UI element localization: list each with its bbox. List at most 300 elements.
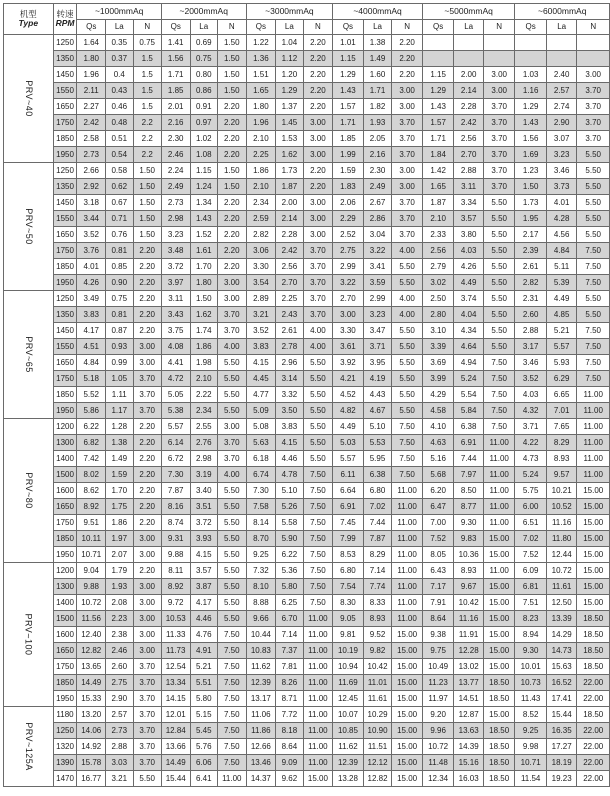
value-cell: 14.92 — [77, 739, 106, 755]
value-cell: 2.52 — [333, 227, 364, 243]
value-cell: 3.70 — [483, 115, 514, 131]
value-cell: 8.26 — [276, 675, 303, 691]
value-cell: 4.17 — [77, 323, 106, 339]
value-cell: 10.29 — [363, 707, 392, 723]
rpm-cell: 1600 — [53, 483, 77, 499]
value-cell: 5.50 — [577, 195, 610, 211]
value-cell: 2.70 — [454, 147, 484, 163]
value-cell: 3.59 — [363, 275, 392, 291]
value-cell: 4.19 — [363, 371, 392, 387]
value-cell: 3.18 — [77, 195, 106, 211]
value-cell: 4.04 — [454, 307, 484, 323]
value-cell: 0.90 — [106, 275, 133, 291]
pressure-header-6000: ~6000mmAq — [515, 4, 610, 20]
value-cell: 2.57 — [106, 707, 133, 723]
value-cell: 3.00 — [392, 83, 423, 99]
value-cell: 0.86 — [190, 83, 217, 99]
value-cell: 3.47 — [363, 323, 392, 339]
value-cell: 1.45 — [276, 115, 303, 131]
value-cell: 3.06 — [246, 243, 276, 259]
value-cell: 5.50 — [483, 339, 514, 355]
rpm-cell: 1500 — [53, 467, 77, 483]
value-cell: 3.70 — [392, 195, 423, 211]
value-cell: 3.00 — [133, 355, 161, 371]
value-cell: 4.56 — [546, 227, 577, 243]
value-cell: 5.50 — [577, 163, 610, 179]
value-cell: 1.36 — [246, 51, 276, 67]
value-cell: 12.66 — [246, 739, 276, 755]
value-cell: 15.00 — [577, 547, 610, 563]
value-cell: 13.63 — [454, 723, 484, 739]
value-cell: 9.31 — [161, 531, 190, 547]
value-cell: 2.70 — [276, 275, 303, 291]
subcolumn-header-n: N — [303, 20, 333, 35]
value-cell: 2.29 — [333, 211, 364, 227]
value-cell: 3.04 — [363, 227, 392, 243]
value-cell: 5.93 — [546, 355, 577, 371]
value-cell: 2.20 — [303, 67, 333, 83]
value-cell: 2.88 — [454, 163, 484, 179]
value-cell — [577, 35, 610, 51]
value-cell: 7.14 — [363, 563, 392, 579]
value-cell: 1.15 — [333, 51, 364, 67]
table-row — [4, 99, 610, 115]
value-cell: 1.15 — [422, 67, 453, 83]
value-cell: 8.92 — [161, 579, 190, 595]
value-cell: 7.50 — [217, 707, 246, 723]
value-cell: 15.00 — [303, 771, 333, 787]
value-cell: 7.50 — [303, 563, 333, 579]
value-cell: 1.52 — [190, 227, 217, 243]
value-cell: 3.70 — [303, 291, 333, 307]
value-cell: 11.80 — [546, 531, 577, 547]
value-cell: 9.96 — [422, 723, 453, 739]
value-cell: 1.11 — [106, 387, 133, 403]
value-cell: 14.29 — [546, 627, 577, 643]
value-cell: 3.70 — [303, 275, 333, 291]
value-cell: 3.49 — [77, 291, 106, 307]
value-cell: 3.70 — [577, 99, 610, 115]
value-cell: 1.29 — [276, 83, 303, 99]
value-cell: 2.88 — [106, 739, 133, 755]
value-cell: 1.04 — [276, 35, 303, 51]
value-cell: 1.43 — [422, 99, 453, 115]
value-cell: 2.46 — [106, 643, 133, 659]
value-cell: 2.20 — [133, 467, 161, 483]
value-cell: 0.91 — [190, 99, 217, 115]
value-cell: 11.91 — [454, 627, 484, 643]
value-cell: 3.87 — [190, 579, 217, 595]
value-cell: 0.75 — [106, 291, 133, 307]
value-cell: 3.70 — [577, 131, 610, 147]
value-cell: 5.10 — [363, 419, 392, 435]
value-cell: 5.24 — [515, 467, 546, 483]
value-cell: 1.71 — [161, 67, 190, 83]
value-cell: 2.20 — [392, 35, 423, 51]
value-cell: 5.50 — [392, 339, 423, 355]
value-cell: 1.97 — [106, 531, 133, 547]
value-cell: 5.21 — [190, 659, 217, 675]
value-cell: 1.50 — [133, 227, 161, 243]
value-cell: 5.80 — [276, 579, 303, 595]
value-cell: 2.20 — [217, 227, 246, 243]
value-cell: 4.00 — [303, 339, 333, 355]
rpm-cell: 1550 — [53, 83, 77, 99]
value-cell: 3.03 — [106, 755, 133, 771]
value-cell: 5.54 — [454, 387, 484, 403]
value-cell: 11.00 — [577, 419, 610, 435]
value-cell: 11.06 — [246, 707, 276, 723]
value-cell: 7.00 — [422, 515, 453, 531]
table-row — [4, 163, 610, 179]
value-cell: 3.00 — [133, 547, 161, 563]
value-cell: 1.50 — [217, 179, 246, 195]
value-cell: 5.50 — [483, 323, 514, 339]
model-type-label: PRV~125A — [23, 722, 34, 771]
value-cell: 5.80 — [190, 691, 217, 707]
subcolumn-header-la: La — [190, 20, 217, 35]
value-cell: 22.00 — [577, 723, 610, 739]
value-cell: 5.08 — [246, 419, 276, 435]
value-cell — [483, 51, 514, 67]
value-cell: 0.54 — [106, 147, 133, 163]
value-cell: 5.26 — [276, 499, 303, 515]
value-cell: 3.70 — [483, 147, 514, 163]
value-cell: 9.04 — [77, 563, 106, 579]
value-cell: 3.74 — [454, 291, 484, 307]
value-cell: 2.10 — [246, 179, 276, 195]
value-cell: 9.88 — [77, 579, 106, 595]
rpm-cell: 1650 — [53, 99, 77, 115]
value-cell: 7.50 — [217, 739, 246, 755]
value-cell: 3.92 — [333, 355, 364, 371]
subcolumn-header-qs: Qs — [422, 20, 453, 35]
value-cell: 5.50 — [217, 531, 246, 547]
value-cell: 3.34 — [454, 195, 484, 211]
value-cell: 7.52 — [422, 531, 453, 547]
value-cell: 0.75 — [190, 51, 217, 67]
value-cell: 3.93 — [190, 531, 217, 547]
table-row — [4, 67, 610, 83]
value-cell: 7.30 — [246, 483, 276, 499]
value-cell — [515, 51, 546, 67]
value-cell: 11.00 — [483, 467, 514, 483]
rpm-cell: 1400 — [53, 595, 77, 611]
value-cell: 6.65 — [546, 387, 577, 403]
model-type-cell — [4, 163, 54, 291]
value-cell: 1.24 — [190, 179, 217, 195]
table-row — [4, 227, 610, 243]
value-cell: 11.00 — [577, 467, 610, 483]
value-cell: 2.99 — [333, 259, 364, 275]
rpm-cell: 1300 — [53, 435, 77, 451]
value-cell: 2.73 — [161, 195, 190, 211]
table-row — [4, 179, 610, 195]
value-cell: 3.00 — [303, 147, 333, 163]
value-cell: 1.29 — [422, 83, 453, 99]
value-cell: 2.2 — [133, 147, 161, 163]
value-cell: 3.70 — [483, 163, 514, 179]
value-cell: 12.50 — [546, 595, 577, 611]
value-cell: 2.92 — [77, 179, 106, 195]
value-cell: 1.98 — [190, 355, 217, 371]
value-cell: 1.23 — [515, 163, 546, 179]
value-cell: 6.09 — [515, 563, 546, 579]
value-cell: 18.50 — [483, 755, 514, 771]
value-cell: 4.49 — [546, 291, 577, 307]
rpm-cell: 1450 — [53, 323, 77, 339]
value-cell: 11.16 — [546, 515, 577, 531]
value-cell: 16.52 — [546, 675, 577, 691]
value-cell: 2.20 — [133, 307, 161, 323]
value-cell: 3.00 — [133, 611, 161, 627]
value-cell: 0.81 — [106, 243, 133, 259]
value-cell: 2.24 — [161, 163, 190, 179]
value-cell: 10.21 — [546, 483, 577, 499]
value-cell: 12.01 — [161, 707, 190, 723]
value-cell: 6.25 — [276, 595, 303, 611]
value-cell: 8.02 — [77, 467, 106, 483]
value-cell: 3.10 — [422, 323, 453, 339]
value-cell: 15.00 — [577, 515, 610, 531]
rpm-cell: 1850 — [53, 131, 77, 147]
value-cell: 15.78 — [77, 755, 106, 771]
value-cell: 3.02 — [422, 275, 453, 291]
value-cell: 2.98 — [161, 211, 190, 227]
value-cell: 3.41 — [363, 259, 392, 275]
value-cell: 1.50 — [133, 163, 161, 179]
value-cell: 3.00 — [217, 291, 246, 307]
value-cell: 10.49 — [422, 659, 453, 675]
table-row — [4, 387, 610, 403]
value-cell: 3.11 — [454, 179, 484, 195]
value-cell: 6.80 — [363, 483, 392, 499]
value-cell: 4.64 — [454, 339, 484, 355]
pressure-header-2000: ~2000mmAq — [161, 4, 246, 20]
value-cell — [546, 35, 577, 51]
model-type-label: PRV~65 — [23, 336, 34, 373]
value-cell: 3.22 — [363, 243, 392, 259]
value-cell: 22.00 — [577, 675, 610, 691]
value-cell: 2.20 — [303, 179, 333, 195]
value-cell: 7.51 — [515, 595, 546, 611]
value-cell: 4.32 — [515, 403, 546, 419]
table-row — [4, 355, 610, 371]
rpm-cell: 1550 — [53, 211, 77, 227]
value-cell: 11.00 — [483, 499, 514, 515]
value-cell: 2.16 — [161, 115, 190, 131]
value-cell: 2.00 — [276, 195, 303, 211]
value-cell: 4.51 — [77, 339, 106, 355]
value-cell: 3.30 — [246, 259, 276, 275]
value-cell: 1.62 — [276, 147, 303, 163]
value-cell: 15.00 — [392, 739, 423, 755]
value-cell: 7.50 — [392, 435, 423, 451]
value-cell: 9.72 — [161, 595, 190, 611]
value-cell: 11.33 — [161, 627, 190, 643]
value-cell: 8.53 — [333, 547, 364, 563]
value-cell: 8.14 — [246, 515, 276, 531]
value-cell: 5.50 — [217, 547, 246, 563]
value-cell: 15.00 — [483, 595, 514, 611]
value-cell: 3.48 — [161, 243, 190, 259]
value-cell: 4.67 — [363, 403, 392, 419]
value-cell: 12.40 — [77, 627, 106, 643]
table-row — [4, 195, 610, 211]
table-row — [4, 659, 610, 675]
value-cell: 12.12 — [363, 755, 392, 771]
value-cell: 7.01 — [546, 403, 577, 419]
model-type-cell — [4, 563, 54, 707]
value-cell: 4.21 — [333, 371, 364, 387]
value-cell: 13.77 — [454, 675, 484, 691]
value-cell: 6.00 — [515, 499, 546, 515]
value-cell: 2.67 — [363, 195, 392, 211]
value-cell: 2.75 — [106, 675, 133, 691]
value-cell: 7.45 — [333, 515, 364, 531]
value-cell: 8.64 — [422, 611, 453, 627]
value-cell: 0.48 — [106, 115, 133, 131]
value-cell: 3.21 — [246, 307, 276, 323]
value-cell: 8.88 — [246, 595, 276, 611]
subcolumn-header-la: La — [546, 20, 577, 35]
value-cell: 9.51 — [77, 515, 106, 531]
value-cell: 2.56 — [276, 259, 303, 275]
value-cell: 10.11 — [77, 531, 106, 547]
value-cell: 5.50 — [217, 611, 246, 627]
value-cell: 2.20 — [217, 99, 246, 115]
value-cell: 5.05 — [161, 387, 190, 403]
value-cell: 2.20 — [133, 275, 161, 291]
value-cell: 7.50 — [217, 643, 246, 659]
value-cell: 7.50 — [217, 659, 246, 675]
value-cell: 1.42 — [422, 163, 453, 179]
value-cell: 15.00 — [483, 707, 514, 723]
value-cell: 1.64 — [77, 35, 106, 51]
subcolumn-header-qs: Qs — [246, 20, 276, 35]
value-cell: 2.25 — [276, 291, 303, 307]
value-cell: 3.70 — [483, 179, 514, 195]
value-cell: 9.30 — [515, 643, 546, 659]
value-cell: 6.74 — [246, 467, 276, 483]
value-cell: 1.75 — [106, 499, 133, 515]
rpm-cell: 1320 — [53, 739, 77, 755]
value-cell: 5.50 — [483, 275, 514, 291]
value-cell: 2.2 — [133, 115, 161, 131]
value-cell: 5.50 — [483, 227, 514, 243]
value-cell: 9.20 — [422, 707, 453, 723]
value-cell: 6.38 — [363, 467, 392, 483]
value-cell: 3.72 — [190, 515, 217, 531]
value-cell: 8.93 — [546, 451, 577, 467]
value-cell: 7.50 — [483, 403, 514, 419]
value-cell: 1.50 — [515, 179, 546, 195]
value-cell: 14.49 — [77, 675, 106, 691]
performance-table — [3, 3, 610, 787]
value-cell: 1.03 — [515, 67, 546, 83]
value-cell: 3.70 — [303, 259, 333, 275]
value-cell: 2.20 — [303, 51, 333, 67]
value-cell: 1.70 — [106, 483, 133, 499]
table-row — [4, 83, 610, 99]
value-cell: 3.00 — [133, 595, 161, 611]
value-cell: 1.5 — [133, 51, 161, 67]
value-cell: 3.70 — [133, 723, 161, 739]
value-cell: 1.93 — [106, 579, 133, 595]
value-cell: 2.20 — [133, 243, 161, 259]
value-cell: 1.71 — [363, 83, 392, 99]
value-cell: 11.62 — [246, 659, 276, 675]
value-cell: 3.23 — [546, 147, 577, 163]
value-cell: 1.71 — [422, 131, 453, 147]
value-cell: 3.70 — [133, 675, 161, 691]
value-cell: 4.43 — [363, 387, 392, 403]
value-cell: 4.00 — [217, 339, 246, 355]
value-cell: 6.14 — [161, 435, 190, 451]
value-cell: 2.25 — [246, 147, 276, 163]
value-cell: 2.40 — [546, 67, 577, 83]
value-cell: 16.03 — [454, 771, 484, 787]
value-cell — [422, 51, 453, 67]
value-cell: 0.93 — [106, 339, 133, 355]
value-cell: 3.73 — [546, 179, 577, 195]
value-cell — [515, 35, 546, 51]
value-cell: 4.15 — [190, 547, 217, 563]
value-cell: 7.50 — [392, 419, 423, 435]
value-cell: 3.51 — [190, 499, 217, 515]
value-cell: 11.00 — [303, 707, 333, 723]
value-cell: 8.52 — [515, 707, 546, 723]
value-cell: 4.78 — [276, 467, 303, 483]
value-cell: 1.05 — [106, 371, 133, 387]
value-cell: 11.16 — [454, 611, 484, 627]
value-cell: 10.90 — [363, 723, 392, 739]
rpm-cell: 1850 — [53, 387, 77, 403]
rpm-cell: 1250 — [53, 723, 77, 739]
value-cell: 0.69 — [190, 35, 217, 51]
value-cell: 10.53 — [161, 611, 190, 627]
value-cell: 15.00 — [392, 627, 423, 643]
header-row-subcolumns — [4, 20, 610, 35]
value-cell: 15.44 — [161, 771, 190, 787]
value-cell: 1.80 — [77, 51, 106, 67]
value-cell: 1.49 — [106, 451, 133, 467]
rpm-cell: 1850 — [53, 259, 77, 275]
value-cell: 6.91 — [333, 499, 364, 515]
value-cell: 4.49 — [333, 419, 364, 435]
value-cell: 7.74 — [363, 579, 392, 595]
value-cell: 2.20 — [217, 131, 246, 147]
table-row — [4, 339, 610, 355]
value-cell: 2.38 — [106, 627, 133, 643]
value-cell: 2.07 — [106, 547, 133, 563]
value-cell: 3.97 — [161, 275, 190, 291]
value-cell: 6.72 — [161, 451, 190, 467]
value-cell: 1.01 — [333, 35, 364, 51]
value-cell: 7.50 — [577, 339, 610, 355]
rpm-cell: 1180 — [53, 707, 77, 723]
subcolumn-header-la: La — [276, 20, 303, 35]
table-row — [4, 35, 610, 51]
value-cell: 14.73 — [546, 643, 577, 659]
value-cell: 18.50 — [483, 771, 514, 787]
value-cell: 2.05 — [363, 131, 392, 147]
value-cell: 2.66 — [77, 163, 106, 179]
rpm-cell: 1200 — [53, 563, 77, 579]
value-cell: 5.51 — [190, 675, 217, 691]
value-cell: 0.87 — [106, 323, 133, 339]
value-cell: 8.50 — [454, 483, 484, 499]
